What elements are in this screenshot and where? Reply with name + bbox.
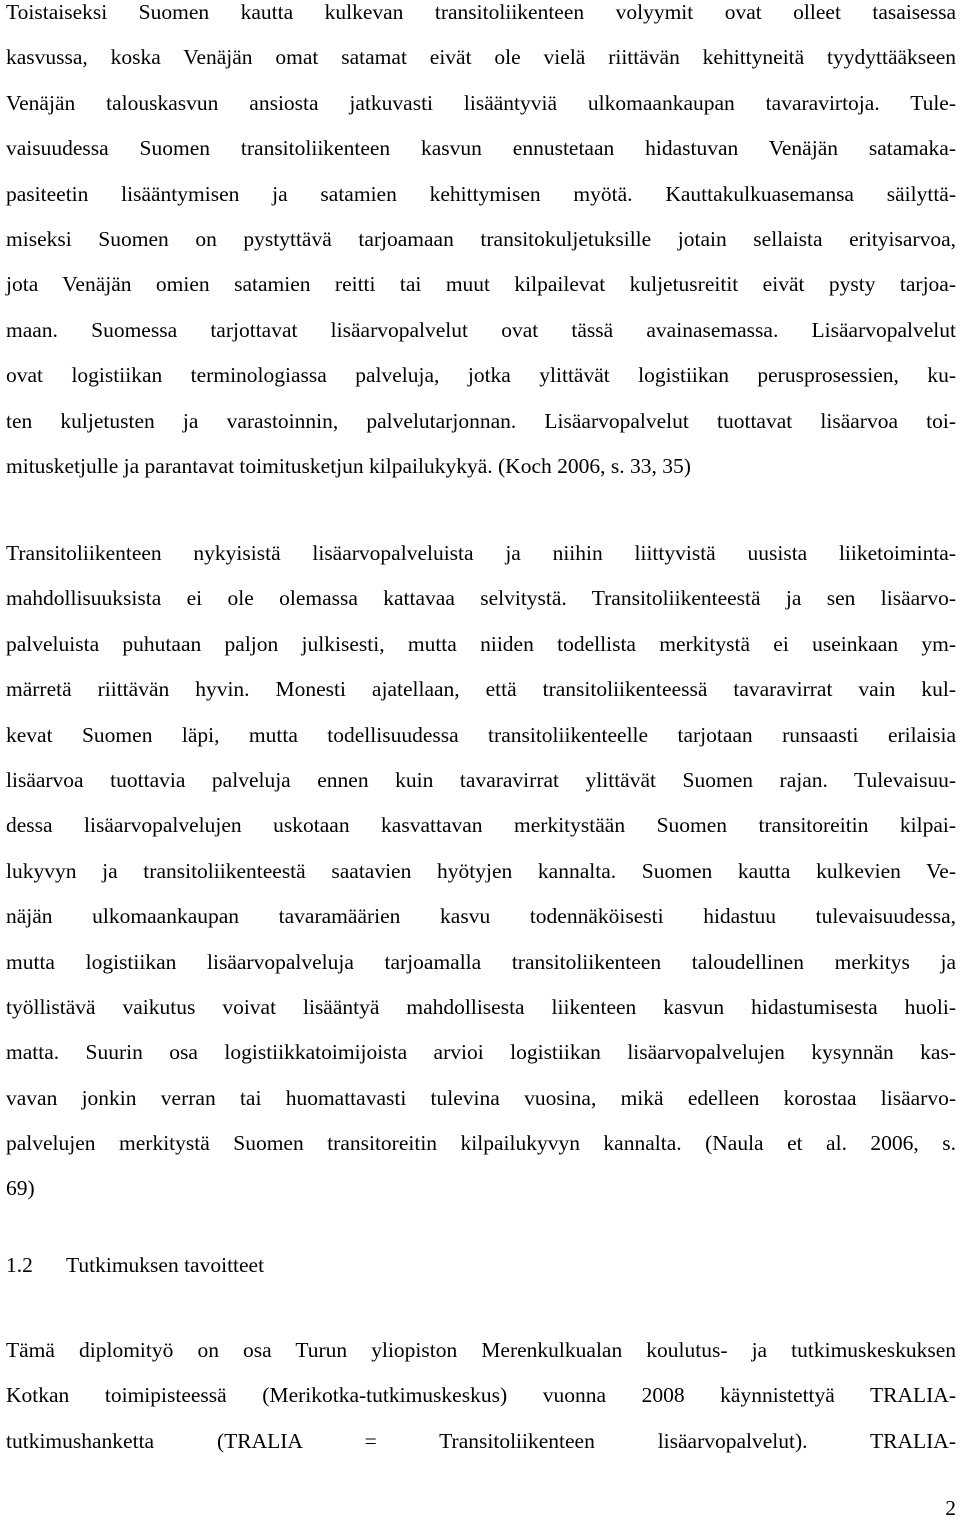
- text-line: Tämä diplomityö on osa Turun yliopiston Merenkulkualan koulutus- ja tutkimuskeskuksen: [6, 1338, 956, 1362]
- text-line: Transitoliikenteen nykyisistä lisäarvopalveluista ja niihin liittyvistä uusista liiketoiminta-: [6, 541, 956, 565]
- section-heading: [6, 1243, 264, 1288]
- page-number: 2: [945, 1496, 956, 1520]
- text-line: Venäjän talouskasvun ansiosta jatkuvasti lisääntyviä ulkomaankaupan tavaravirtoja. Tule-: [6, 90, 956, 115]
- section-number: 1.2: [6, 1253, 33, 1277]
- text-line: mahdollisuuksista ei ole olemassa kattavaa selvitystä. Transitoliikenteestä ja sen lisäarvo-: [6, 586, 956, 611]
- text-line: vaisuudessa Suomen transitoliikenteen kasvun ennustetaan hidastuvan Venäjän satamaka-: [6, 136, 956, 161]
- text-line: ten kuljetusten ja varastoinnin, palvelutarjonnan. Lisäarvopalvelut tuottavat lisäarvoa toi-: [6, 408, 956, 433]
- text-line: mitusketjulle ja parantavat toimitusketjun kilpailukykyä. (Koch 2006, s. 33, 35): [6, 453, 691, 478]
- text-line: matta. Suurin osa logistiikkatoimijoista arvioi logistiikan lisäarvopalvelujen kysynnän kas-: [6, 1040, 956, 1065]
- text-line: dessa lisäarvopalvelujen uskotaan kasvattavan merkitystään Suomen transitoreitin kilpai-: [6, 813, 956, 838]
- text-line: kevat Suomen läpi, mutta todellisuudessa transitoliikenteelle tarjotaan runsaasti erilaisia: [6, 722, 956, 747]
- text-line: jota Venäjän omien satamien reitti tai muut kilpailevat kuljetusreitit eivät pysty tarjoa-: [6, 272, 956, 297]
- text-line: vavan jonkin verran tai huomattavasti tulevina vuosina, mikä edelleen korostaa lisäarvo-: [6, 1085, 956, 1110]
- text-line: palveluista puhutaan paljon julkisesti, mutta niiden todellista merkitystä ei useinkaan ym-: [6, 631, 956, 656]
- text-line: Kotkan toimipisteessä (Merikotka-tutkimuskeskus) vuonna 2008 käynnistettyä TRALIA-: [6, 1383, 956, 1408]
- text-line: mutta logistiikan lisäarvopalveluja tarjoamalla transitoliikenteen taloudellinen merkitys ja: [6, 949, 956, 974]
- text-line: Toistaiseksi Suomen kautta kulkevan transitoliikenteen volyymit ovat olleet tasaisessa: [6, 0, 956, 24]
- text-line: tutkimushanketta (TRALIA = Transitoliikenteen lisäarvopalvelut). TRALIA-: [6, 1428, 956, 1453]
- paragraph-value-added-services: [6, 531, 956, 1212]
- text-line: märretä riittävän hyvin. Monesti ajatellaan, että transitoliikenteessä tavaravirrat vain kul-: [6, 677, 956, 702]
- text-line: työllistävä vaikutus voivat lisääntyä mahdollisesta liikenteen kasvun hidastumisesta huoli-: [6, 994, 956, 1019]
- section-title: Tutkimuksen tavoitteet: [66, 1253, 265, 1277]
- text-line: ovat logistiikan terminologiassa palveluja, jotka ylittävät logistiikan perusprosessien, ku-: [6, 363, 956, 388]
- text-line: miseksi Suomen on pystyttävä tarjoamaan transitokuljetuksille jotain sellaista erityisarvoa,: [6, 226, 956, 251]
- text-line: kasvussa, koska Venäjän omat satamat eivät ole vielä riittävän kehittyneitä tyydyttääkseen: [6, 45, 956, 70]
- text-line: maan. Suomessa tarjottavat lisäarvopalvelut ovat tässä avainasemassa. Lisäarvopalvelut: [6, 317, 956, 342]
- text-line: lisäarvoa tuottavia palveluja ennen kuin tavaravirrat ylittävät Suomen rajan. Tulevaisuu-: [6, 767, 956, 792]
- paragraph-transit-volumes: [6, 0, 956, 489]
- text-line: palvelujen merkitystä Suomen transitoreitin kilpailukyvyn kannalta. (Naula et al. 2006, s.: [6, 1131, 956, 1156]
- text-line: lukyvyn ja transitoliikenteestä saatavien hyötyjen kannalta. Suomen kautta kulkevien Ve-: [6, 858, 956, 883]
- text-line: pasiteetin lisääntymisen ja satamien kehittymisen myötä. Kauttakulkuasemansa säilyttä-: [6, 181, 956, 206]
- text-line: 69): [6, 1176, 35, 1201]
- paragraph-thesis-context: [6, 1328, 956, 1464]
- text-line: näjän ulkomaankaupan tavaramäärien kasvu todennäköisesti hidastuu tulevaisuudessa,: [6, 904, 956, 929]
